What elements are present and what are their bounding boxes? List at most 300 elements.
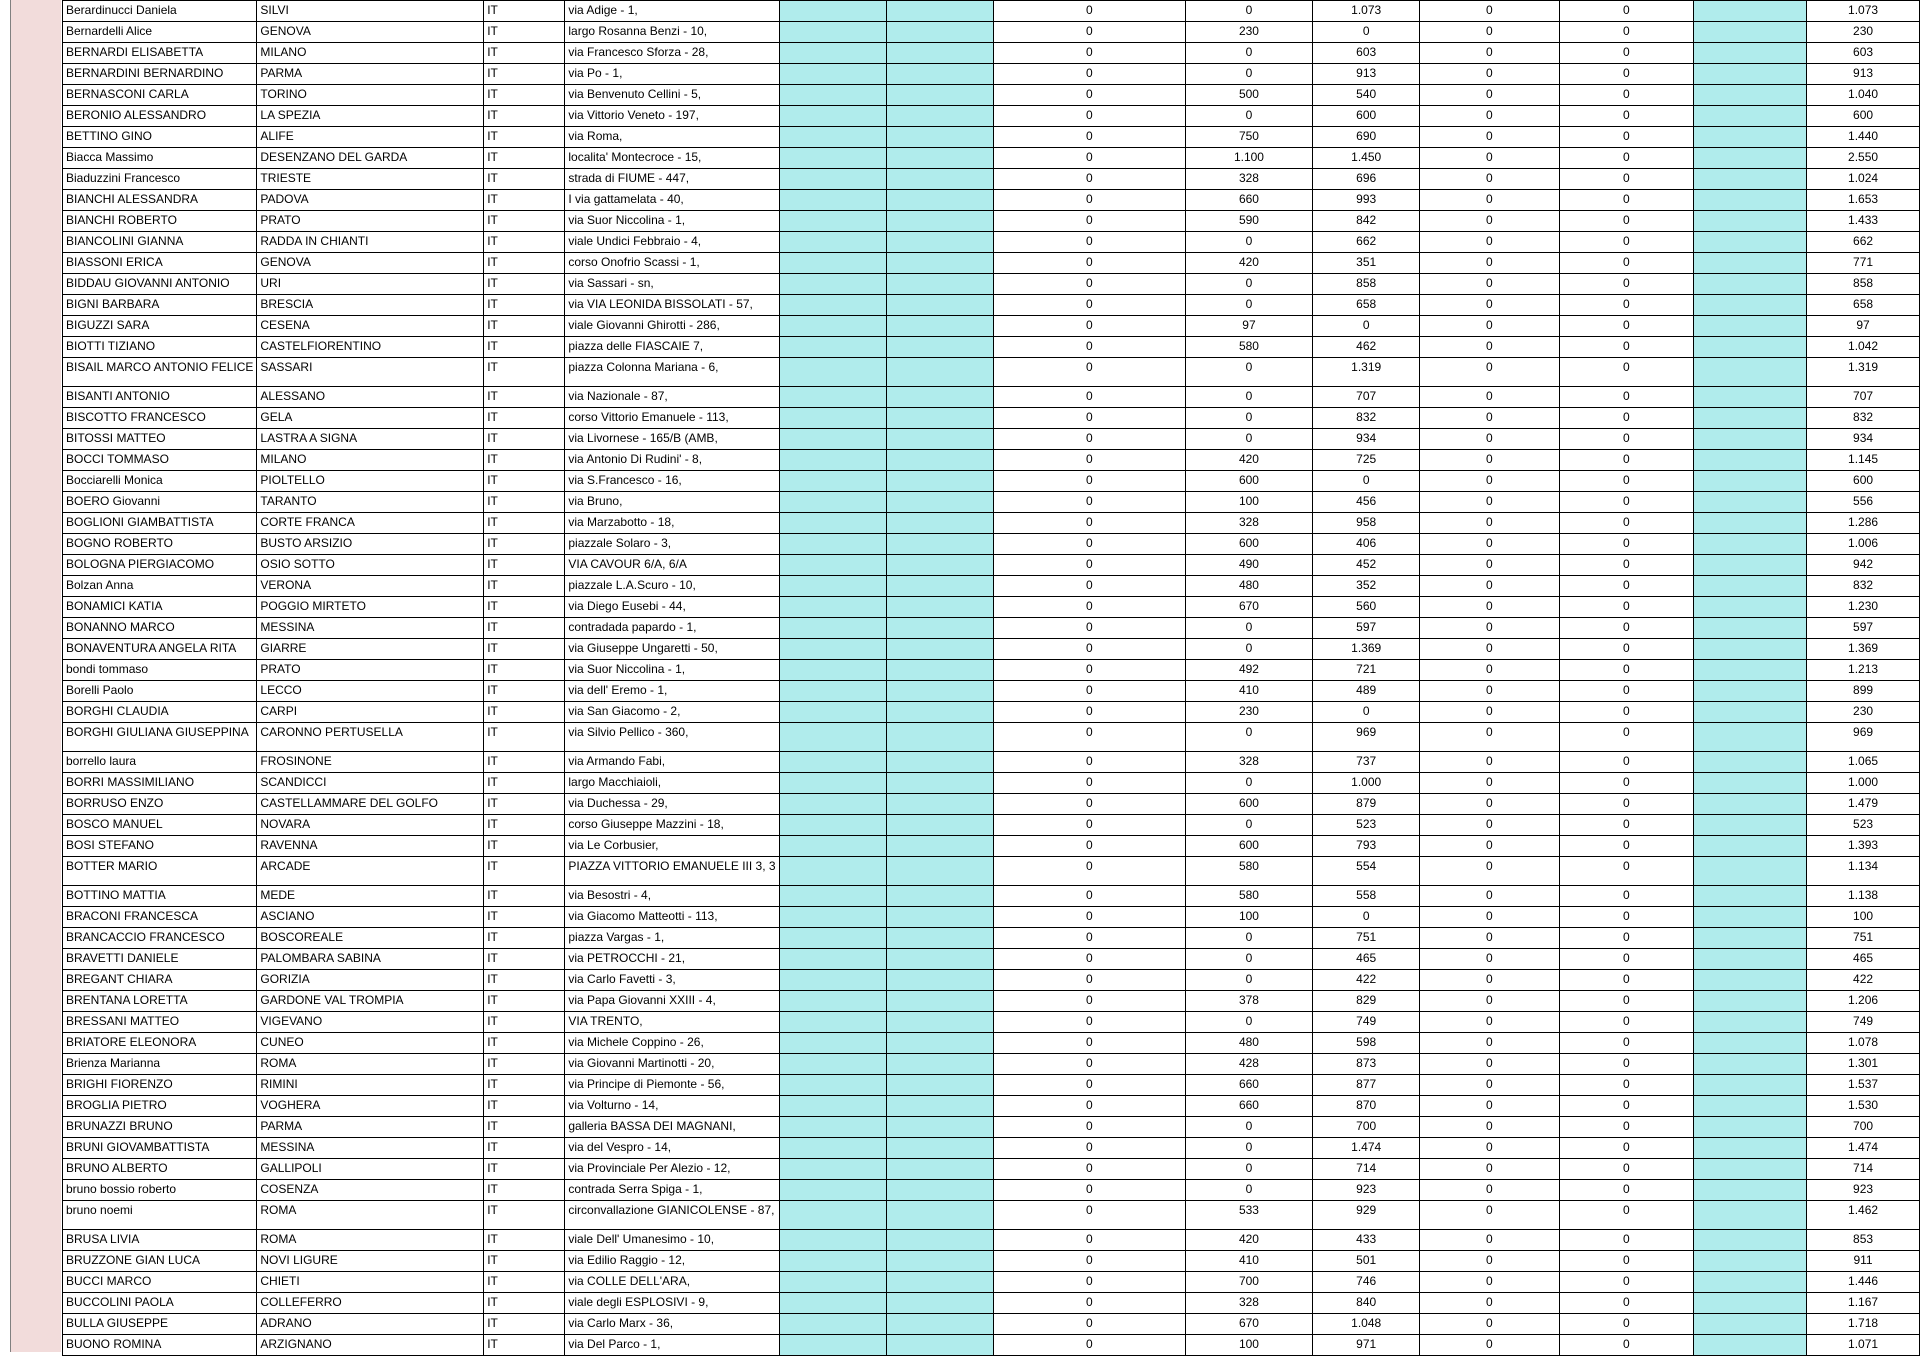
shaded-empty-cell <box>1694 773 1807 794</box>
value-cell: 0 <box>1185 815 1312 836</box>
value-cell: 0 <box>1185 723 1312 752</box>
name-cell: BORGHI GIULIANA GIUSEPPINA <box>63 723 257 752</box>
total-cell: 1.369 <box>1807 639 1920 660</box>
value-cell: 0 <box>1559 211 1694 232</box>
value-cell: 462 <box>1313 337 1420 358</box>
total-cell: 1.537 <box>1807 1075 1920 1096</box>
value-cell: 1.048 <box>1313 1314 1420 1335</box>
name-cell: BUONO ROMINA <box>63 1335 257 1356</box>
shaded-empty-cell <box>779 190 886 211</box>
value-cell: 0 <box>993 1054 1185 1075</box>
country-cell: IT <box>484 1159 565 1180</box>
address-cell: corso Onofrio Scassi - 1, <box>565 253 779 274</box>
value-cell: 0 <box>1420 211 1559 232</box>
value-cell: 0 <box>993 949 1185 970</box>
address-cell: via Papa Giovanni XXIII - 4, <box>565 991 779 1012</box>
value-cell: 0 <box>1559 513 1694 534</box>
total-cell: 1.446 <box>1807 1272 1920 1293</box>
value-cell: 420 <box>1185 1230 1312 1251</box>
address-cell: via Marzabotto - 18, <box>565 513 779 534</box>
shaded-empty-cell <box>886 970 993 991</box>
shaded-empty-cell <box>886 1159 993 1180</box>
shaded-empty-cell <box>1694 555 1807 576</box>
total-cell: 714 <box>1807 1159 1920 1180</box>
address-cell: via Armando Fabi, <box>565 752 779 773</box>
value-cell: 0 <box>1185 429 1312 450</box>
value-cell: 0 <box>993 1159 1185 1180</box>
shaded-empty-cell <box>779 723 886 752</box>
shaded-empty-cell <box>1694 660 1807 681</box>
country-cell: IT <box>484 597 565 618</box>
address-cell: via Adige - 1, <box>565 1 779 22</box>
country-cell: IT <box>484 702 565 723</box>
address-cell: galleria BASSA DEI MAGNANI, <box>565 1117 779 1138</box>
value-cell: 0 <box>1559 64 1694 85</box>
value-cell: 0 <box>1559 1201 1694 1230</box>
shaded-empty-cell <box>886 991 993 1012</box>
total-cell: 832 <box>1807 408 1920 429</box>
value-cell: 328 <box>1185 752 1312 773</box>
name-cell: Berardinucci Daniela <box>63 1 257 22</box>
total-cell: 751 <box>1807 928 1920 949</box>
value-cell: 352 <box>1313 576 1420 597</box>
name-cell: BORRUSO ENZO <box>63 794 257 815</box>
shaded-empty-cell <box>886 886 993 907</box>
value-cell: 0 <box>993 316 1185 337</box>
name-cell: BISANTI ANTONIO <box>63 387 257 408</box>
address-cell: localita' Montecroce - 15, <box>565 148 779 169</box>
value-cell: 0 <box>1420 513 1559 534</box>
value-cell: 0 <box>1420 148 1559 169</box>
value-cell: 0 <box>993 1096 1185 1117</box>
value-cell: 0 <box>1559 337 1694 358</box>
shaded-empty-cell <box>886 1054 993 1075</box>
value-cell: 0 <box>1420 597 1559 618</box>
name-cell: BERONIO ALESSANDRO <box>63 106 257 127</box>
total-cell: 1.393 <box>1807 836 1920 857</box>
total-cell: 1.718 <box>1807 1314 1920 1335</box>
shaded-empty-cell <box>779 1075 886 1096</box>
table-row <box>63 429 1920 450</box>
city-cell: SASSARI <box>257 358 484 387</box>
name-cell: BOTTINO MATTIA <box>63 886 257 907</box>
total-cell: 230 <box>1807 702 1920 723</box>
city-cell: PRATO <box>257 211 484 232</box>
shaded-empty-cell <box>1694 316 1807 337</box>
value-cell: 0 <box>1185 970 1312 991</box>
shaded-empty-cell <box>886 1033 993 1054</box>
city-cell: POGGIO MIRTETO <box>257 597 484 618</box>
value-cell: 0 <box>1420 1138 1559 1159</box>
country-cell: IT <box>484 815 565 836</box>
shaded-empty-cell <box>886 1 993 22</box>
address-cell: piazza Colonna Mariana - 6, <box>565 358 779 387</box>
total-cell: 1.433 <box>1807 211 1920 232</box>
shaded-empty-cell <box>1694 408 1807 429</box>
address-cell: piazza Vargas - 1, <box>565 928 779 949</box>
total-cell: 1.065 <box>1807 752 1920 773</box>
name-cell: Biacca Massimo <box>63 148 257 169</box>
country-cell: IT <box>484 450 565 471</box>
value-cell: 0 <box>1420 274 1559 295</box>
city-cell: ASCIANO <box>257 907 484 928</box>
shaded-empty-cell <box>886 702 993 723</box>
value-cell: 0 <box>1420 618 1559 639</box>
value-cell: 0 <box>1420 1075 1559 1096</box>
name-cell: BRANCACCIO FRANCESCO <box>63 928 257 949</box>
value-cell: 456 <box>1313 492 1420 513</box>
value-cell: 1.369 <box>1313 639 1420 660</box>
value-cell: 0 <box>993 232 1185 253</box>
shaded-empty-cell <box>886 794 993 815</box>
shaded-empty-cell <box>779 907 886 928</box>
country-cell: IT <box>484 232 565 253</box>
value-cell: 696 <box>1313 169 1420 190</box>
shaded-empty-cell <box>1694 232 1807 253</box>
value-cell: 100 <box>1185 492 1312 513</box>
name-cell: BIASSONI ERICA <box>63 253 257 274</box>
value-cell: 600 <box>1185 794 1312 815</box>
city-cell: MESSINA <box>257 1138 484 1159</box>
value-cell: 993 <box>1313 190 1420 211</box>
value-cell: 0 <box>1559 1230 1694 1251</box>
value-cell: 0 <box>1559 752 1694 773</box>
address-cell: largo Macchiaioli, <box>565 773 779 794</box>
shaded-empty-cell <box>779 513 886 534</box>
shaded-empty-cell <box>779 752 886 773</box>
shaded-empty-cell <box>886 1335 993 1356</box>
city-cell: PADOVA <box>257 190 484 211</box>
city-cell: LA SPEZIA <box>257 106 484 127</box>
value-cell: 100 <box>1185 907 1312 928</box>
value-cell: 0 <box>993 337 1185 358</box>
value-cell: 0 <box>1559 127 1694 148</box>
table-row <box>63 773 1920 794</box>
value-cell: 0 <box>1313 22 1420 43</box>
shaded-empty-cell <box>1694 836 1807 857</box>
value-cell: 0 <box>1420 1314 1559 1335</box>
country-cell: IT <box>484 555 565 576</box>
value-cell: 0 <box>1420 857 1559 886</box>
value-cell: 489 <box>1313 681 1420 702</box>
name-cell: BONAVENTURA ANGELA RITA <box>63 639 257 660</box>
country-cell: IT <box>484 295 565 316</box>
shaded-empty-cell <box>779 1054 886 1075</box>
table-row <box>63 358 1920 387</box>
city-cell: NOVI LIGURE <box>257 1251 484 1272</box>
shaded-empty-cell <box>1694 127 1807 148</box>
value-cell: 0 <box>1559 1117 1694 1138</box>
table-row <box>63 1033 1920 1054</box>
name-cell: BRENTANA LORETTA <box>63 991 257 1012</box>
shaded-empty-cell <box>779 337 886 358</box>
value-cell: 751 <box>1313 928 1420 949</box>
shaded-empty-cell <box>886 106 993 127</box>
address-cell: via S.Francesco - 16, <box>565 471 779 492</box>
shaded-empty-cell <box>886 211 993 232</box>
shaded-empty-cell <box>886 64 993 85</box>
shaded-empty-cell <box>779 387 886 408</box>
country-cell: IT <box>484 907 565 928</box>
country-cell: IT <box>484 64 565 85</box>
value-cell: 0 <box>1185 232 1312 253</box>
address-cell: viale degli ESPLOSIVI - 9, <box>565 1293 779 1314</box>
city-cell: VOGHERA <box>257 1096 484 1117</box>
address-cell: via Sassari - sn, <box>565 274 779 295</box>
value-cell: 540 <box>1313 85 1420 106</box>
value-cell: 737 <box>1313 752 1420 773</box>
country-cell: IT <box>484 85 565 106</box>
value-cell: 0 <box>993 253 1185 274</box>
value-cell: 0 <box>1420 1201 1559 1230</box>
city-cell: GIARRE <box>257 639 484 660</box>
city-cell: NOVARA <box>257 815 484 836</box>
address-cell: via Antonio Di Rudini' - 8, <box>565 450 779 471</box>
shaded-empty-cell <box>1694 928 1807 949</box>
total-cell: 1.319 <box>1807 358 1920 387</box>
address-cell: via Del Parco - 1, <box>565 1335 779 1356</box>
table-row <box>63 513 1920 534</box>
country-cell: IT <box>484 316 565 337</box>
country-cell: IT <box>484 991 565 1012</box>
value-cell: 0 <box>1559 597 1694 618</box>
country-cell: IT <box>484 1335 565 1356</box>
value-cell: 0 <box>1559 387 1694 408</box>
value-cell: 230 <box>1185 702 1312 723</box>
value-cell: 0 <box>1559 1033 1694 1054</box>
value-cell: 480 <box>1185 1033 1312 1054</box>
address-cell: via Suor Niccolina - 1, <box>565 211 779 232</box>
shaded-empty-cell <box>1694 253 1807 274</box>
shaded-empty-cell <box>886 1138 993 1159</box>
shaded-empty-cell <box>1694 1335 1807 1356</box>
name-cell: BULLA GIUSEPPE <box>63 1314 257 1335</box>
total-cell: 1.230 <box>1807 597 1920 618</box>
shaded-empty-cell <box>886 429 993 450</box>
name-cell: BUCCOLINI PAOLA <box>63 1293 257 1314</box>
value-cell: 1.319 <box>1313 358 1420 387</box>
value-cell: 0 <box>1420 794 1559 815</box>
shaded-empty-cell <box>779 295 886 316</box>
value-cell: 0 <box>1420 1159 1559 1180</box>
country-cell: IT <box>484 1201 565 1230</box>
country-cell: IT <box>484 471 565 492</box>
name-cell: BONAMICI KATIA <box>63 597 257 618</box>
shaded-empty-cell <box>886 836 993 857</box>
name-cell: BIOTTI TIZIANO <box>63 337 257 358</box>
shaded-empty-cell <box>779 949 886 970</box>
value-cell: 0 <box>1420 555 1559 576</box>
shaded-empty-cell <box>1694 1138 1807 1159</box>
country-cell: IT <box>484 513 565 534</box>
city-cell: CASTELFIORENTINO <box>257 337 484 358</box>
shaded-empty-cell <box>1694 1293 1807 1314</box>
address-cell: PIAZZA VITTORIO EMANUELE III 3, 3 <box>565 857 779 886</box>
city-cell: GELA <box>257 408 484 429</box>
value-cell: 0 <box>1313 907 1420 928</box>
country-cell: IT <box>484 1230 565 1251</box>
shaded-empty-cell <box>886 928 993 949</box>
value-cell: 0 <box>1559 471 1694 492</box>
value-cell: 660 <box>1185 190 1312 211</box>
value-cell: 662 <box>1313 232 1420 253</box>
value-cell: 0 <box>1185 928 1312 949</box>
name-cell: BRACONI FRANCESCA <box>63 907 257 928</box>
table-row <box>63 681 1920 702</box>
address-cell: via Livornese - 165/B (AMB, <box>565 429 779 450</box>
city-cell: SCANDICCI <box>257 773 484 794</box>
shaded-empty-cell <box>779 1 886 22</box>
total-cell: 658 <box>1807 295 1920 316</box>
table-row <box>63 886 1920 907</box>
city-cell: COLLEFERRO <box>257 1293 484 1314</box>
total-cell: 1.301 <box>1807 1054 1920 1075</box>
city-cell: MEDE <box>257 886 484 907</box>
table-row <box>63 408 1920 429</box>
table-row <box>63 723 1920 752</box>
value-cell: 0 <box>993 752 1185 773</box>
value-cell: 0 <box>993 1251 1185 1272</box>
country-cell: IT <box>484 22 565 43</box>
shaded-empty-cell <box>886 85 993 106</box>
value-cell: 0 <box>1420 64 1559 85</box>
value-cell: 0 <box>1185 1012 1312 1033</box>
country-cell: IT <box>484 752 565 773</box>
table-row <box>63 22 1920 43</box>
value-cell: 410 <box>1185 1251 1312 1272</box>
table-row <box>63 534 1920 555</box>
shaded-empty-cell <box>886 43 993 64</box>
value-cell: 603 <box>1313 43 1420 64</box>
value-cell: 707 <box>1313 387 1420 408</box>
name-cell: BOGLIONI GIAMBATTISTA <box>63 513 257 534</box>
country-cell: IT <box>484 1293 565 1314</box>
shaded-empty-cell <box>1694 702 1807 723</box>
value-cell: 0 <box>1420 1033 1559 1054</box>
value-cell: 0 <box>993 408 1185 429</box>
shaded-empty-cell <box>779 211 886 232</box>
value-cell: 0 <box>1420 1180 1559 1201</box>
shaded-empty-cell <box>1694 752 1807 773</box>
total-cell: 600 <box>1807 471 1920 492</box>
address-cell: VIA CAVOUR 6/A, 6/A <box>565 555 779 576</box>
value-cell: 700 <box>1313 1117 1420 1138</box>
value-cell: 877 <box>1313 1075 1420 1096</box>
name-cell: BIDDAU GIOVANNI ANTONIO <box>63 274 257 295</box>
value-cell: 0 <box>993 1138 1185 1159</box>
shaded-empty-cell <box>886 1251 993 1272</box>
shaded-empty-cell <box>1694 169 1807 190</box>
shaded-empty-cell <box>886 337 993 358</box>
shaded-empty-cell <box>779 815 886 836</box>
value-cell: 351 <box>1313 253 1420 274</box>
city-cell: TORINO <box>257 85 484 106</box>
shaded-empty-cell <box>779 639 886 660</box>
value-cell: 0 <box>1420 886 1559 907</box>
value-cell: 0 <box>993 857 1185 886</box>
country-cell: IT <box>484 1 565 22</box>
value-cell: 0 <box>1313 316 1420 337</box>
value-cell: 0 <box>993 64 1185 85</box>
address-cell: via Provinciale Per Alezio - 12, <box>565 1159 779 1180</box>
total-cell: 700 <box>1807 1117 1920 1138</box>
table-row <box>63 1230 1920 1251</box>
address-cell: via PETROCCHI - 21, <box>565 949 779 970</box>
value-cell: 0 <box>1420 639 1559 660</box>
city-cell: GENOVA <box>257 22 484 43</box>
shaded-empty-cell <box>779 148 886 169</box>
value-cell: 0 <box>1559 274 1694 295</box>
shaded-empty-cell <box>886 723 993 752</box>
value-cell: 0 <box>993 555 1185 576</box>
value-cell: 598 <box>1313 1033 1420 1054</box>
total-cell: 858 <box>1807 274 1920 295</box>
country-cell: IT <box>484 1117 565 1138</box>
value-cell: 560 <box>1313 597 1420 618</box>
total-cell: 1.462 <box>1807 1201 1920 1230</box>
table-row <box>63 1201 1920 1230</box>
value-cell: 0 <box>993 148 1185 169</box>
shaded-empty-cell <box>1694 857 1807 886</box>
shaded-empty-cell <box>1694 450 1807 471</box>
shaded-empty-cell <box>1694 1180 1807 1201</box>
total-cell: 707 <box>1807 387 1920 408</box>
shaded-empty-cell <box>1694 64 1807 85</box>
table-row <box>63 106 1920 127</box>
total-cell: 1.134 <box>1807 857 1920 886</box>
value-cell: 0 <box>1559 639 1694 660</box>
country-cell: IT <box>484 358 565 387</box>
value-cell: 0 <box>1420 723 1559 752</box>
shaded-empty-cell <box>1694 1096 1807 1117</box>
value-cell: 533 <box>1185 1201 1312 1230</box>
value-cell: 0 <box>993 815 1185 836</box>
shaded-empty-cell <box>1694 886 1807 907</box>
value-cell: 0 <box>1420 773 1559 794</box>
value-cell: 0 <box>1185 1117 1312 1138</box>
value-cell: 0 <box>993 1314 1185 1335</box>
shaded-empty-cell <box>779 408 886 429</box>
address-cell: via Vittorio Veneto - 197, <box>565 106 779 127</box>
shaded-empty-cell <box>1694 949 1807 970</box>
value-cell: 913 <box>1313 64 1420 85</box>
value-cell: 0 <box>1420 408 1559 429</box>
country-cell: IT <box>484 928 565 949</box>
address-cell: via VIA LEONIDA BISSOLATI - 57, <box>565 295 779 316</box>
total-cell: 1.167 <box>1807 1293 1920 1314</box>
name-cell: borrello laura <box>63 752 257 773</box>
value-cell: 714 <box>1313 1159 1420 1180</box>
shaded-empty-cell <box>886 534 993 555</box>
address-cell: via Bruno, <box>565 492 779 513</box>
value-cell: 0 <box>1559 949 1694 970</box>
country-cell: IT <box>484 949 565 970</box>
shaded-empty-cell <box>1694 815 1807 836</box>
shaded-empty-cell <box>886 471 993 492</box>
shaded-empty-cell <box>1694 1033 1807 1054</box>
name-cell: BISAIL MARCO ANTONIO FELICE <box>63 358 257 387</box>
shaded-empty-cell <box>1694 387 1807 408</box>
name-cell: BISCOTTO FRANCESCO <box>63 408 257 429</box>
shaded-empty-cell <box>886 253 993 274</box>
value-cell: 934 <box>1313 429 1420 450</box>
country-cell: IT <box>484 211 565 232</box>
name-cell: BOGNO ROBERTO <box>63 534 257 555</box>
shaded-empty-cell <box>779 64 886 85</box>
city-cell: CASTELLAMMARE DEL GOLFO <box>257 794 484 815</box>
city-cell: PARMA <box>257 64 484 85</box>
name-cell: Bolzan Anna <box>63 576 257 597</box>
